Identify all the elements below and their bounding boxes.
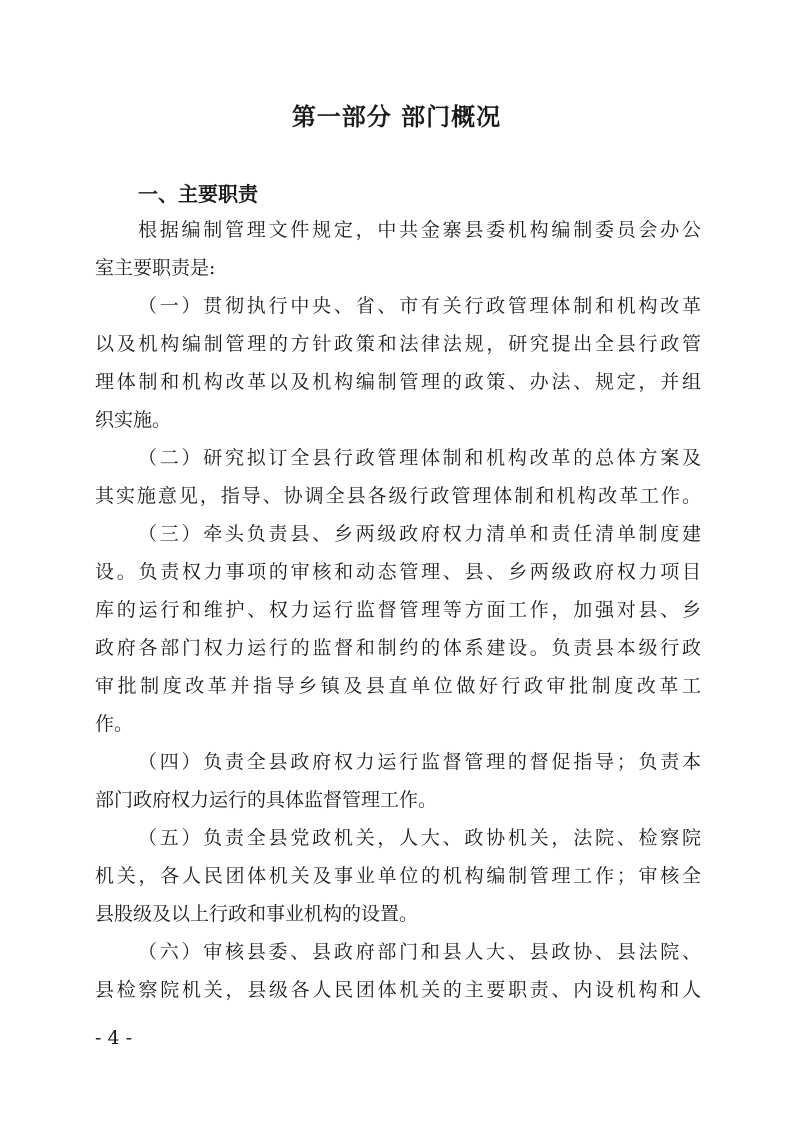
paragraph-line: 织实施。 xyxy=(95,409,172,431)
paragraph-line: 县股级及以上行政和事业机构的设置。 xyxy=(95,903,419,925)
paragraph-line: （二）研究拟订全县行政管理体制和机构改革的总体方案及 xyxy=(138,447,701,469)
paragraph-line: （三）牵头负责县、乡两级政府权力清单和责任清单制度建 xyxy=(138,523,701,545)
paragraph-line: 其实施意见，指导、协调全县各级行政管理体制和机构改革工作。 xyxy=(95,485,701,507)
paragraph-line: 作。 xyxy=(95,713,134,735)
page-number: - 4 - xyxy=(95,1027,133,1049)
page-title: 第一部分 部门概况 xyxy=(291,103,502,131)
paragraph-line: （六）审核县委、县政府部门和县人大、县政协、县法院、 xyxy=(138,941,701,963)
paragraph-line: 部门政府权力运行的具体监督管理工作。 xyxy=(95,789,438,811)
paragraph-line: 室主要职责是: xyxy=(95,257,216,279)
paragraph-line: 机关，各人民团体机关及事业单位的机构编制管理工作；审核全 xyxy=(95,865,701,887)
paragraph-line: 以及机构编制管理的方针政策和法律法规，研究提出全县行政管 xyxy=(95,333,701,355)
paragraph-line: （四）负责全县政府权力运行监督管理的督促指导；负责本 xyxy=(138,751,701,773)
paragraph-line: （一）贯彻执行中央、省、市有关行政管理体制和机构改革 xyxy=(138,295,701,317)
paragraph-line: 县检察院机关，县级各人民团体机关的主要职责、内设机构和人 xyxy=(95,979,701,1001)
paragraph-line: 库的运行和维护、权力运行监督管理等方面工作，加强对县、乡 xyxy=(95,599,701,621)
paragraph-line: 根据编制管理文件规定，中共金寨县委机构编制委员会办公 xyxy=(138,219,701,241)
paragraph-line: 理体制和机构改革以及机构编制管理的政策、办法、规定，并组 xyxy=(95,371,701,393)
section-heading: 一、主要职责 xyxy=(138,182,258,206)
paragraph-line: 审批制度改革并指导乡镇及县直单位做好行政审批制度改革工 xyxy=(95,675,701,697)
paragraph-line: （五）负责全县党政机关，人大、政协机关，法院、检察院 xyxy=(138,827,701,849)
paragraph-line: 设。负责权力事项的审核和动态管理、县、乡两级政府权力项目 xyxy=(95,561,701,583)
paragraph-line: 政府各部门权力运行的监督和制约的体系建设。负责县本级行政 xyxy=(95,637,701,659)
